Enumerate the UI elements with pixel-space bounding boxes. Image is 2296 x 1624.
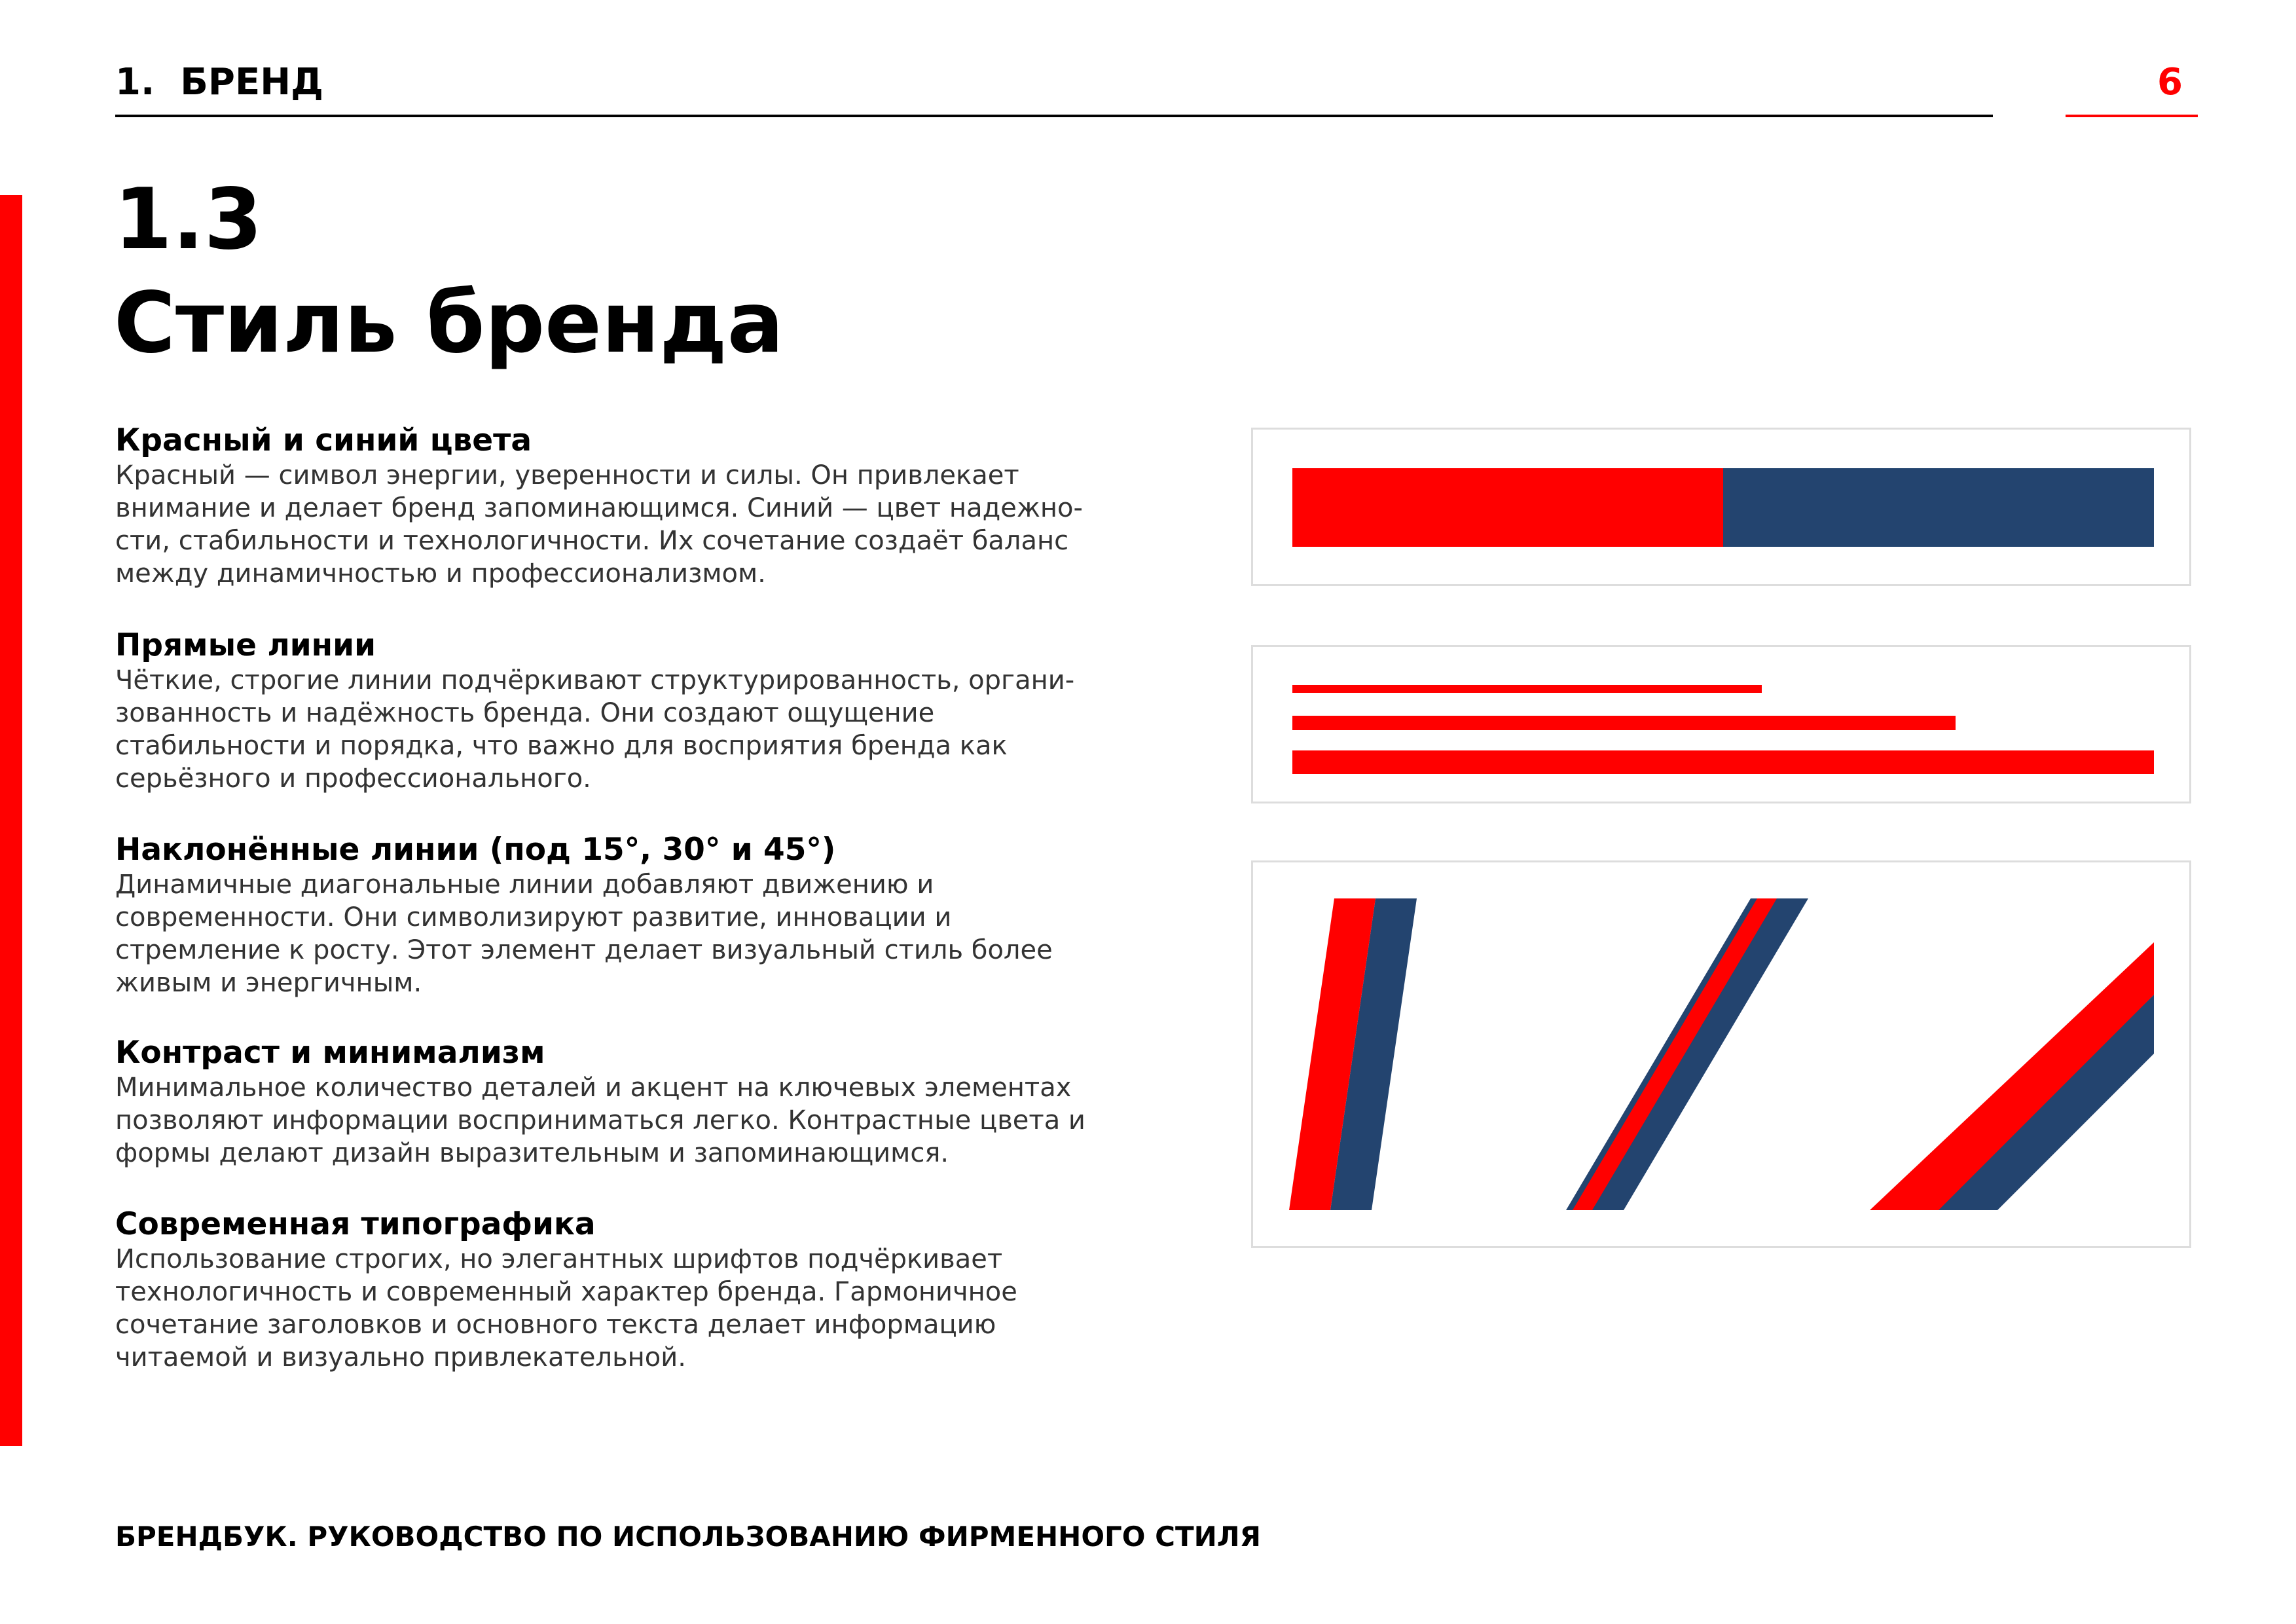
page-title: Стиль бренда bbox=[114, 274, 784, 372]
section-contrast-minimalism bbox=[115, 1035, 1123, 1170]
section-body: Динамичные диагональные линии добавляют движению и современности. Они символизируют развитие, инновации и стремление к росту. Этот элемент делает визуальный стиль более живым и энергичным. bbox=[115, 870, 1053, 998]
slanted-stripe-30deg bbox=[1566, 898, 1808, 1210]
slanted-stripe-15deg bbox=[1289, 898, 1417, 1210]
straight-line-medium bbox=[1292, 716, 1956, 730]
section-straight-lines bbox=[115, 627, 1123, 795]
section-slanted-lines bbox=[115, 832, 1123, 999]
section-heading: Контраст и минимализм bbox=[115, 1035, 545, 1071]
slanted-lines-graphic bbox=[1253, 862, 2193, 1250]
section-body: Красный — символ энергии, уверенности и силы. Он привлекает внимание и делает бренд запоминающимся. Синий — цвет надежно- сти, стабильности и технологичности. Их сочетание создаёт баланс между динамичностью и профессионализмом. bbox=[115, 460, 1083, 589]
straight-lines-graphic bbox=[1253, 647, 2193, 805]
color-split-graphic bbox=[1253, 430, 2193, 588]
section-heading: Современная типографика bbox=[115, 1206, 596, 1242]
page-number-underline bbox=[2066, 115, 2198, 117]
section-red-blue-colors bbox=[115, 422, 1123, 590]
slanted-lines-panel bbox=[1251, 860, 2191, 1248]
section-body: Чёткие, строгие линии подчёркивают структурированность, органи- зованность и надёжность бренда. Они создают ощущение стабильности и порядка, что важно для восприятия бренда как серьёзного и профессионального. bbox=[115, 665, 1075, 794]
blue-color-block bbox=[1723, 468, 2154, 547]
straight-lines-panel bbox=[1251, 645, 2191, 803]
slanted-stripe-45deg bbox=[1870, 942, 2154, 1210]
left-accent-bar bbox=[0, 195, 22, 1446]
header-divider bbox=[115, 115, 1993, 117]
section-number: 1.3 bbox=[114, 171, 263, 268]
slanted-red-stripe bbox=[1573, 898, 1777, 1210]
straight-line-long bbox=[1292, 750, 2154, 774]
section-label: 1. БРЕНД bbox=[115, 61, 323, 103]
page-number: 6 bbox=[2157, 61, 2183, 103]
straight-line-short bbox=[1292, 685, 1762, 693]
section-heading: Наклонённые линии (под 15°, 30° и 45°) bbox=[115, 832, 836, 868]
section-heading: Прямые линии bbox=[115, 627, 376, 663]
section-modern-typography bbox=[115, 1206, 1123, 1374]
section-body: Использование строгих, но элегантных шрифтов подчёркивает технологичность и современный характер бренда. Гармоничное сочетание заголовков и основного текста делает информацию читаемой и визуально привлекательной. bbox=[115, 1244, 1017, 1373]
red-color-block bbox=[1292, 468, 1723, 547]
section-heading: Красный и синий цвета bbox=[115, 422, 532, 458]
color-split-panel bbox=[1251, 428, 2191, 586]
footer-title: БРЕНДБУК. РУКОВОДСТВО ПО ИСПОЛЬЗОВАНИЮ ФИРМЕННОГО СТИЛЯ bbox=[115, 1521, 1261, 1553]
section-body: Минимальное количество деталей и акцент на ключевых элементах позволяют информации восприниматься легко. Контрастные цвета и формы делают дизайн выразительным и запоминающимся. bbox=[115, 1073, 1085, 1168]
